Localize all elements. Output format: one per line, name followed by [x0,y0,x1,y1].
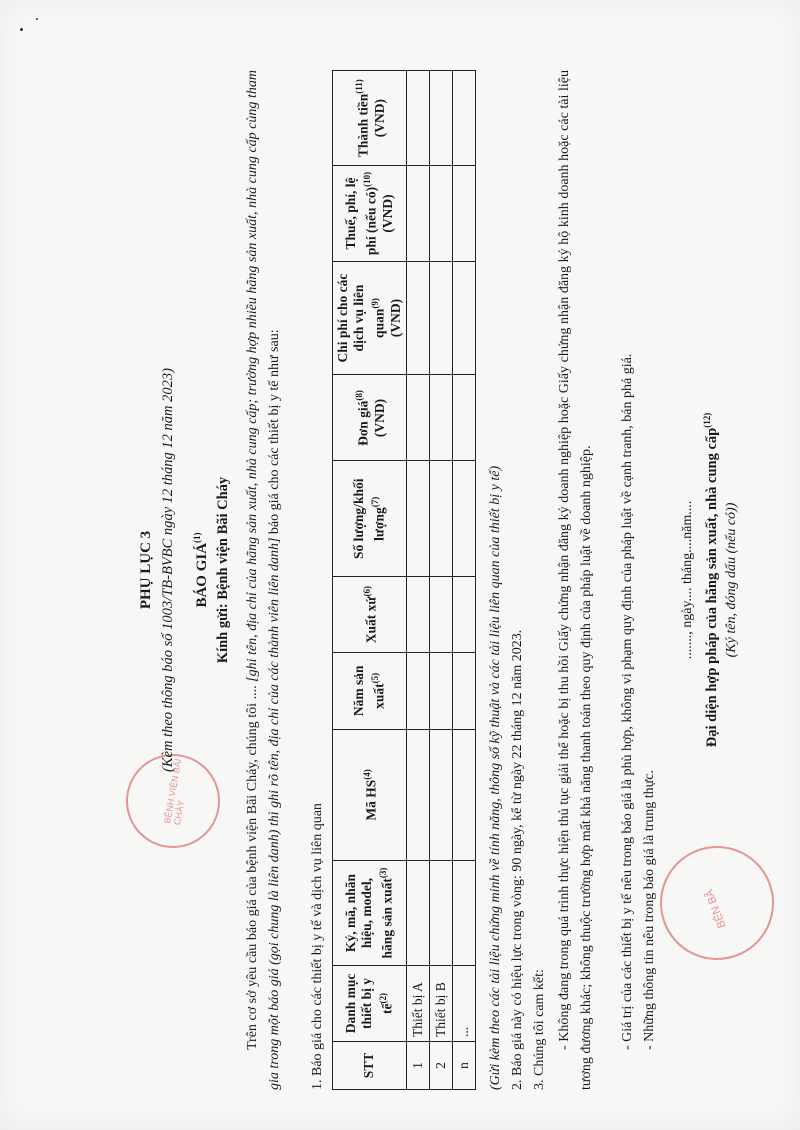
commitment-2: - Giá trị của các thiết bị y tế nêu trong báo giá là phù hợp, không vi phạm quy định của pháp luật về cạnh tranh, bán phá giá. [620,353,635,1050]
table-row [429,71,452,1090]
document-content [20,30,790,1110]
col-total: Thành tiền$^{(11)}$ (VND) [333,71,407,166]
col-year: Năm sản xuất$^{(5)}$ [333,653,407,730]
recipient: Kính gửi: Bệnh viện Bãi Cháy [215,476,231,664]
col-hs-code: Mã HS$^{(4)}$ [333,729,407,861]
scan-speck [36,18,38,20]
commitment-1: - Không đang trong quá trình thực hiện thủ tục giải thể hoặc bị thu hồi Giấy chứng nhận đăng ký doanh nghiệp hoặc Giấy chứng nhận đăng ký hộ kinh doanh hoặc các tài liệu tương đương khác; không thuộc trường hợp mất khả năng thanh toán theo quy định của pháp luật về doanh nghiệp. [557,70,594,1090]
cell-item: Thiết bị B [429,965,452,1041]
cell-item: Thiết bị A [406,965,429,1041]
appendix-title: PHỤ LỤC 3 [138,530,154,610]
col-quantity: Số lượng/khối lượng$^{(7)}$ [333,461,407,577]
col-origin: Xuất xứ$^{(6)}$ [333,577,407,653]
doc-title: BÁO GIÁ$^{(1)}$ [192,532,210,608]
cell-stt: n [452,1042,475,1090]
col-service-cost: Chi phí cho các dịch vụ liên quan$^{(9)}$ (VND) [333,261,407,375]
commitment-heading: 3. Chúng tôi cam kết: [532,969,547,1090]
col-tax: Thuế, phí, lệ phí (nếu có)$^{(10)}$ (VND) [333,166,407,261]
section-1-heading: 1. Báo giá cho các thiết bị y tế và dịch vụ liên quan [310,803,325,1090]
col-model: Ký, mã, nhãn hiệu, model, hãng sản xuất$^{(3)}$ [333,861,407,966]
validity-line: 2. Báo giá này có hiệu lực trong vòng: 90 ngày, kể từ ngày 22 tháng 12 năm 2023. [510,629,525,1090]
attachments-note: (Gửi kèm theo các tài liệu chứng minh về tính năng, thông số kỹ thuật và các tài liệu liên quan của thiết bị y tế) [488,465,503,1090]
commitment-3: - Những thông tin nêu trong báo giá là trung thực. [642,770,657,1050]
signature-title: Đại diện hợp pháp của hãng sản xuất, nhà cung cấp$^{(12)}$ [702,412,720,748]
quote-table [332,70,476,1090]
signature-note: (Ký tên, đóng dấu (nếu có)) [724,502,739,658]
table-row [452,71,475,1090]
table-row [406,71,429,1090]
attached-note: (Kèm theo thông báo số 1003/TB-BVBC ngày 12 tháng 12 năm 2023) [160,368,176,772]
hospital-stamp-seal-2: BỆN BÃ [644,830,790,976]
intro-paragraph: Trên cơ sở yêu cầu báo giá của bệnh viện Bãi Cháy, chúng tôi .... [ghi tên, địa chỉ của hãng sản xuất, nhà cung cấp; trường hợp nhiều hãng sản xuất, nhà cung cấp cùng tham gia trong một báo giá (gọi chung là liên danh) thì ghi rõ tên, địa chỉ của các thành viên liên danh] báo giá cho các thiết bị y tế như sau: [245,69,282,1090]
col-stt: STT [333,1042,407,1090]
cell-item: ... [452,965,475,1041]
col-unit-price: Đơn giá$^{(8)}$ (VND) [333,375,407,461]
table-header-row [333,71,407,1090]
col-device-list: Danh mục thiết bị y tế$^{(2)}$ [333,965,407,1041]
cell-stt: 1 [406,1042,429,1090]
hospital-stamp-seal: BỆNH VIỆN BÃI CHÁY [119,747,228,856]
cell-stt: 2 [429,1042,452,1090]
signature-date: ......., ngày.... tháng....năm.... [680,500,695,660]
